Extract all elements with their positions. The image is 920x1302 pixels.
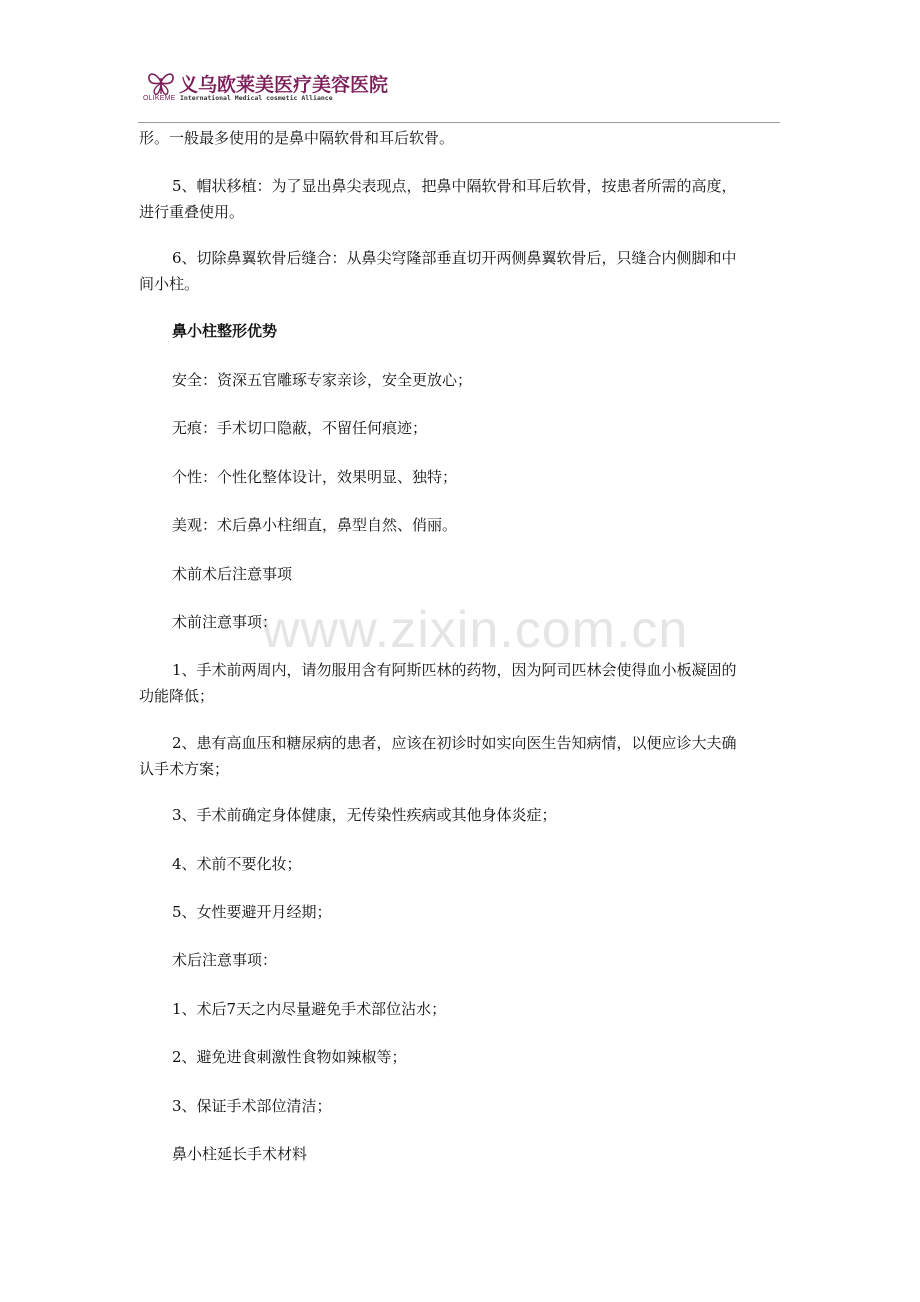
postop-item-3	[172, 1093, 816, 1119]
advantage-safety	[172, 367, 816, 393]
text-line: 无痕：手术切口隐蔽，不留任何痕迹；	[172, 419, 428, 437]
text-line: 安全：资深五官雕琢专家亲诊，安全更放心；	[172, 371, 473, 389]
header-divider	[138, 122, 780, 123]
text-line: 4、术前不要化妆；	[172, 855, 302, 873]
text-line: 个性：个性化整体设计，效果明显、独特；	[172, 468, 458, 486]
section-heading-precautions	[172, 561, 816, 587]
text-line: 美观：术后鼻小柱细直，鼻型自然、俏丽。	[172, 516, 458, 534]
text-line: 鼻小柱延长手术材料	[172, 1145, 308, 1163]
preop-item-4	[172, 851, 816, 877]
text-line: 5、帽状移植：为了显出鼻尖表现点，把鼻中隔软骨和耳后软骨，按患者所需的高度，	[172, 177, 737, 195]
text-line: 鼻小柱整形优势	[172, 322, 278, 340]
text-line: 功能降低；	[139, 687, 215, 705]
text-line: 术前注意事项：	[172, 613, 278, 631]
preop-item-1	[139, 657, 783, 709]
paragraph-item-5	[139, 173, 783, 225]
text-line: 术后注意事项：	[172, 951, 278, 969]
watermark: www.zixin.com.cn	[262, 601, 689, 659]
text-line: 2、患有高血压和糖尿病的患者，应该在初诊时如实向医生告知病情，以便应诊大夫确	[172, 734, 737, 752]
postop-item-1	[172, 996, 816, 1022]
text-line: 形。一般最多使用的是鼻中隔软骨和耳后软骨。	[139, 129, 455, 147]
logo-brand-small: OLIKEME	[143, 95, 176, 102]
text-line: 3、手术前确定身体健康，无传染性疾病或其他身体炎症；	[172, 806, 557, 824]
preop-item-3	[172, 802, 816, 828]
text-line: 认手术方案；	[139, 760, 230, 778]
text-line: 间小柱。	[139, 275, 200, 293]
postop-item-2	[172, 1044, 816, 1070]
text-line: 1、手术前两周内，请勿服用含有阿斯匹林的药物，因为阿司匹林会使得血小板凝固的	[172, 661, 737, 679]
butterfly-logo-icon	[146, 68, 176, 98]
logo-english-tagline: International Medical cosmetic Alliance	[180, 94, 333, 102]
text-line: 1、术后7天之内尽量避免手术部位沾水；	[172, 1000, 447, 1018]
text-line: 术前术后注意事项	[172, 565, 293, 583]
preop-item-5	[172, 899, 816, 925]
section-heading-advantages	[172, 318, 816, 344]
text-line: 6、切除鼻翼软骨后缝合：从鼻尖穹隆部垂直切开两侧鼻翼软骨后，只缝合内侧脚和中	[172, 249, 737, 267]
advantage-aesthetic	[172, 512, 816, 538]
text-line: 3、保证手术部位清洁；	[172, 1097, 332, 1115]
text-line: 5、女性要避开月经期；	[172, 903, 332, 921]
advantage-no-scar	[172, 415, 816, 441]
section-heading-materials	[172, 1141, 816, 1167]
logo-hospital-name: 义乌欧莱美医疗美容医院	[179, 74, 389, 96]
advantage-personalized	[172, 464, 816, 490]
page-header	[143, 66, 783, 122]
paragraph-continuation	[139, 125, 783, 151]
subheading-preop	[172, 609, 816, 635]
text-line: 进行重叠使用。	[139, 203, 245, 221]
paragraph-item-6	[139, 245, 783, 297]
text-line: 2、避免进食刺激性食物如辣椒等；	[172, 1048, 407, 1066]
subheading-postop	[172, 947, 816, 973]
preop-item-2	[139, 730, 783, 782]
